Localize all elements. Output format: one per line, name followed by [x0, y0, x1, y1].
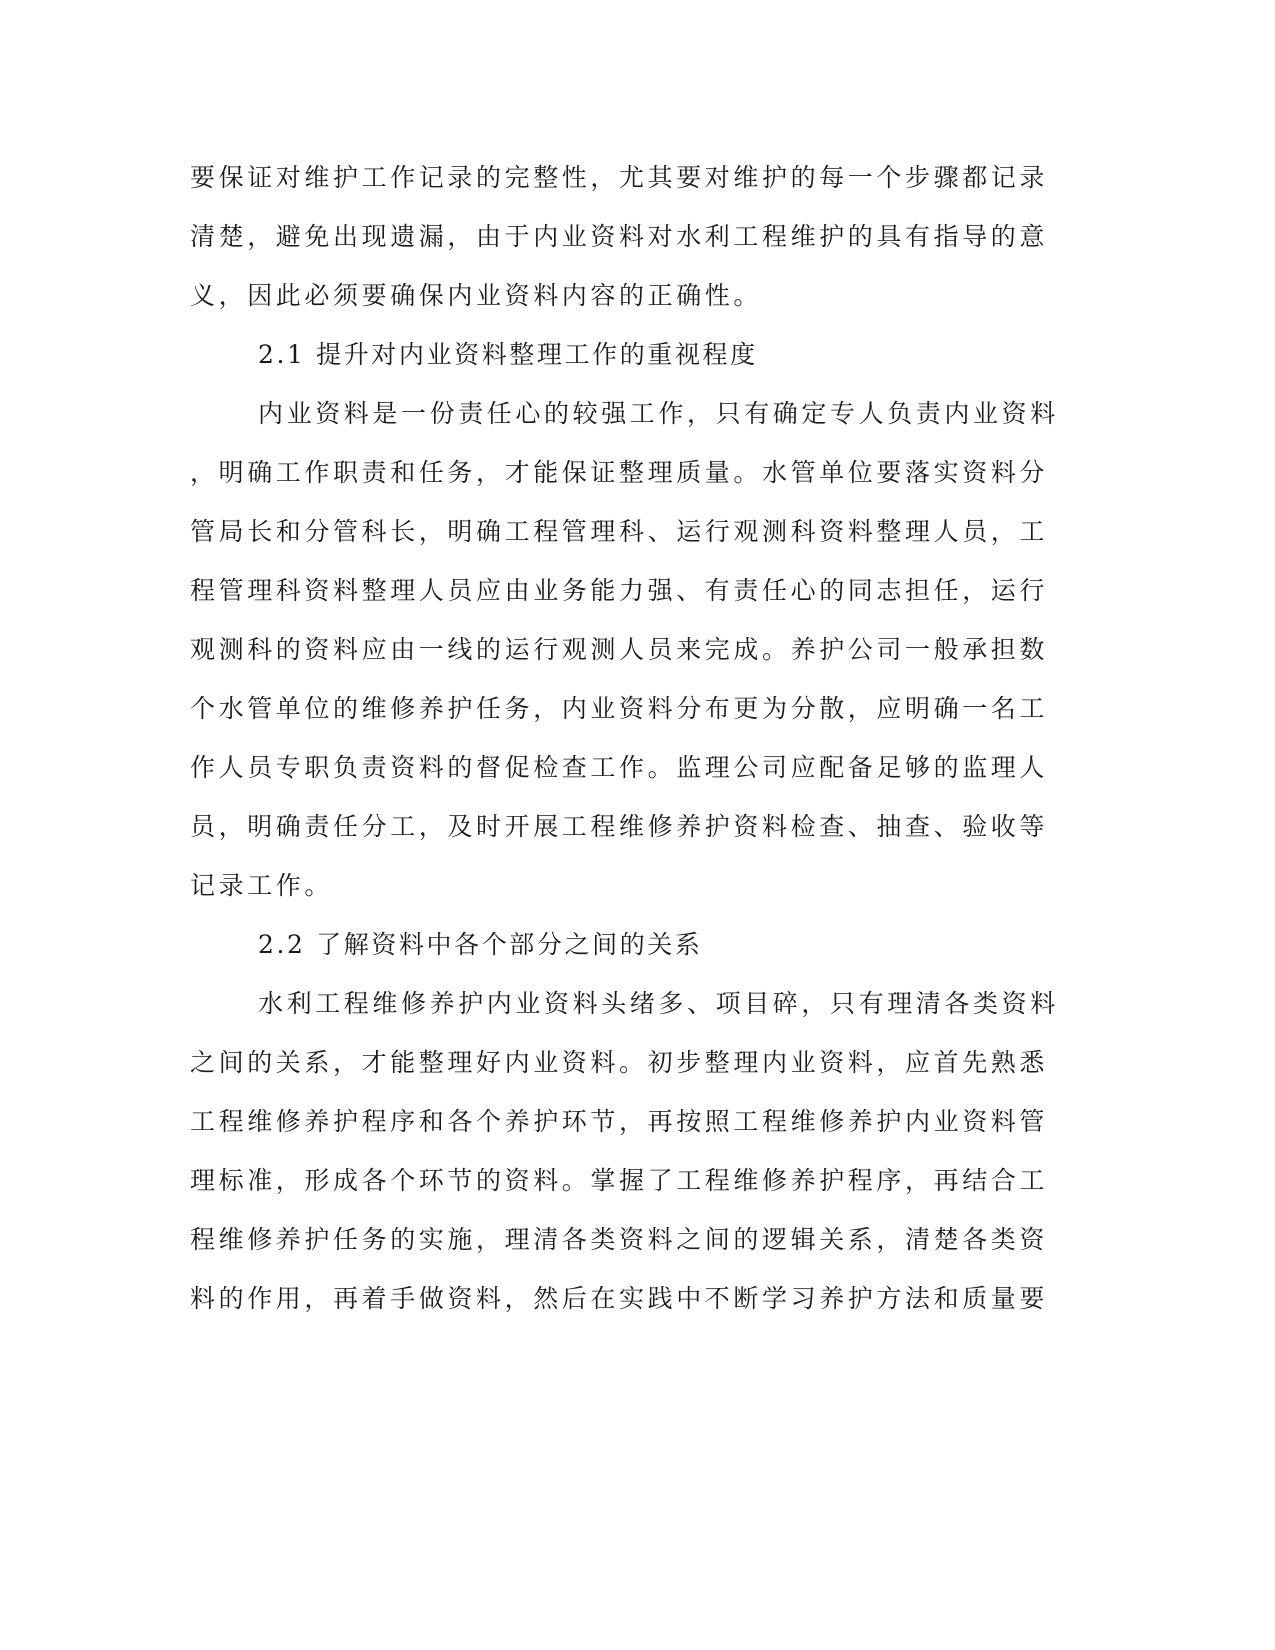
- body-text-line: 管局长和分管科长，明确工程管理科、运行观测科资料整理人员，工: [190, 517, 1049, 546]
- body-text-line: 义，因此必须要确保内业资料内容的正确性。: [190, 281, 763, 310]
- body-text-line: 员，明确责任分工，及时开展工程维修养护资料检查、抽查、验收等: [190, 812, 1049, 841]
- body-text-line: 清楚，避免出现遗漏，由于内业资料对水利工程维护的具有指导的意: [190, 222, 1049, 251]
- body-text-line: 工程维修养护程序和各个养护环节，再按照工程维修养护内业资料管: [190, 1107, 1049, 1136]
- body-text-line: 程维修养护任务的实施，理清各类资料之间的逻辑关系，清楚各类资: [190, 1225, 1049, 1254]
- body-text-line: ，明确工作职责和任务，才能保证整理质量。水管单位要落实资料分: [190, 458, 1049, 487]
- section-heading-2-2: 2.2 了解资料中各个部分之间的关系: [258, 930, 703, 959]
- body-text-line: 要保证对维护工作记录的完整性，尤其要对维护的每一个步骤都记录: [190, 163, 1049, 192]
- paragraph-start-line: 内业资料是一份责任心的较强工作，只有确定专人负责内业资料: [258, 399, 1059, 428]
- body-text-line: 理标准，形成各个环节的资料。掌握了工程维修养护程序，再结合工: [190, 1166, 1049, 1195]
- section-heading-2-1: 2.1 提升对内业资料整理工作的重视程度: [258, 340, 758, 369]
- body-text-line: 之间的关系，才能整理好内业资料。初步整理内业资料，应首先熟悉: [190, 1048, 1049, 1077]
- body-text-line: 记录工作。: [190, 871, 334, 900]
- body-text-line: 程管理科资料整理人员应由业务能力强、有责任心的同志担任，运行: [190, 576, 1049, 605]
- body-text-line: 观测科的资料应由一线的运行观测人员来完成。养护公司一般承担数: [190, 635, 1049, 664]
- paragraph-start-line: 水利工程维修养护内业资料头绪多、项目碎，只有理清各类资料: [258, 989, 1059, 1018]
- body-text-line: 个水管单位的维修养护任务，内业资料分布更为分散，应明确一名工: [190, 694, 1049, 723]
- body-text-line: 料的作用，再着手做资料，然后在实践中不断学习养护方法和质量要: [190, 1284, 1049, 1313]
- body-text-line: 作人员专职负责资料的督促检查工作。监理公司应配备足够的监理人: [190, 753, 1049, 782]
